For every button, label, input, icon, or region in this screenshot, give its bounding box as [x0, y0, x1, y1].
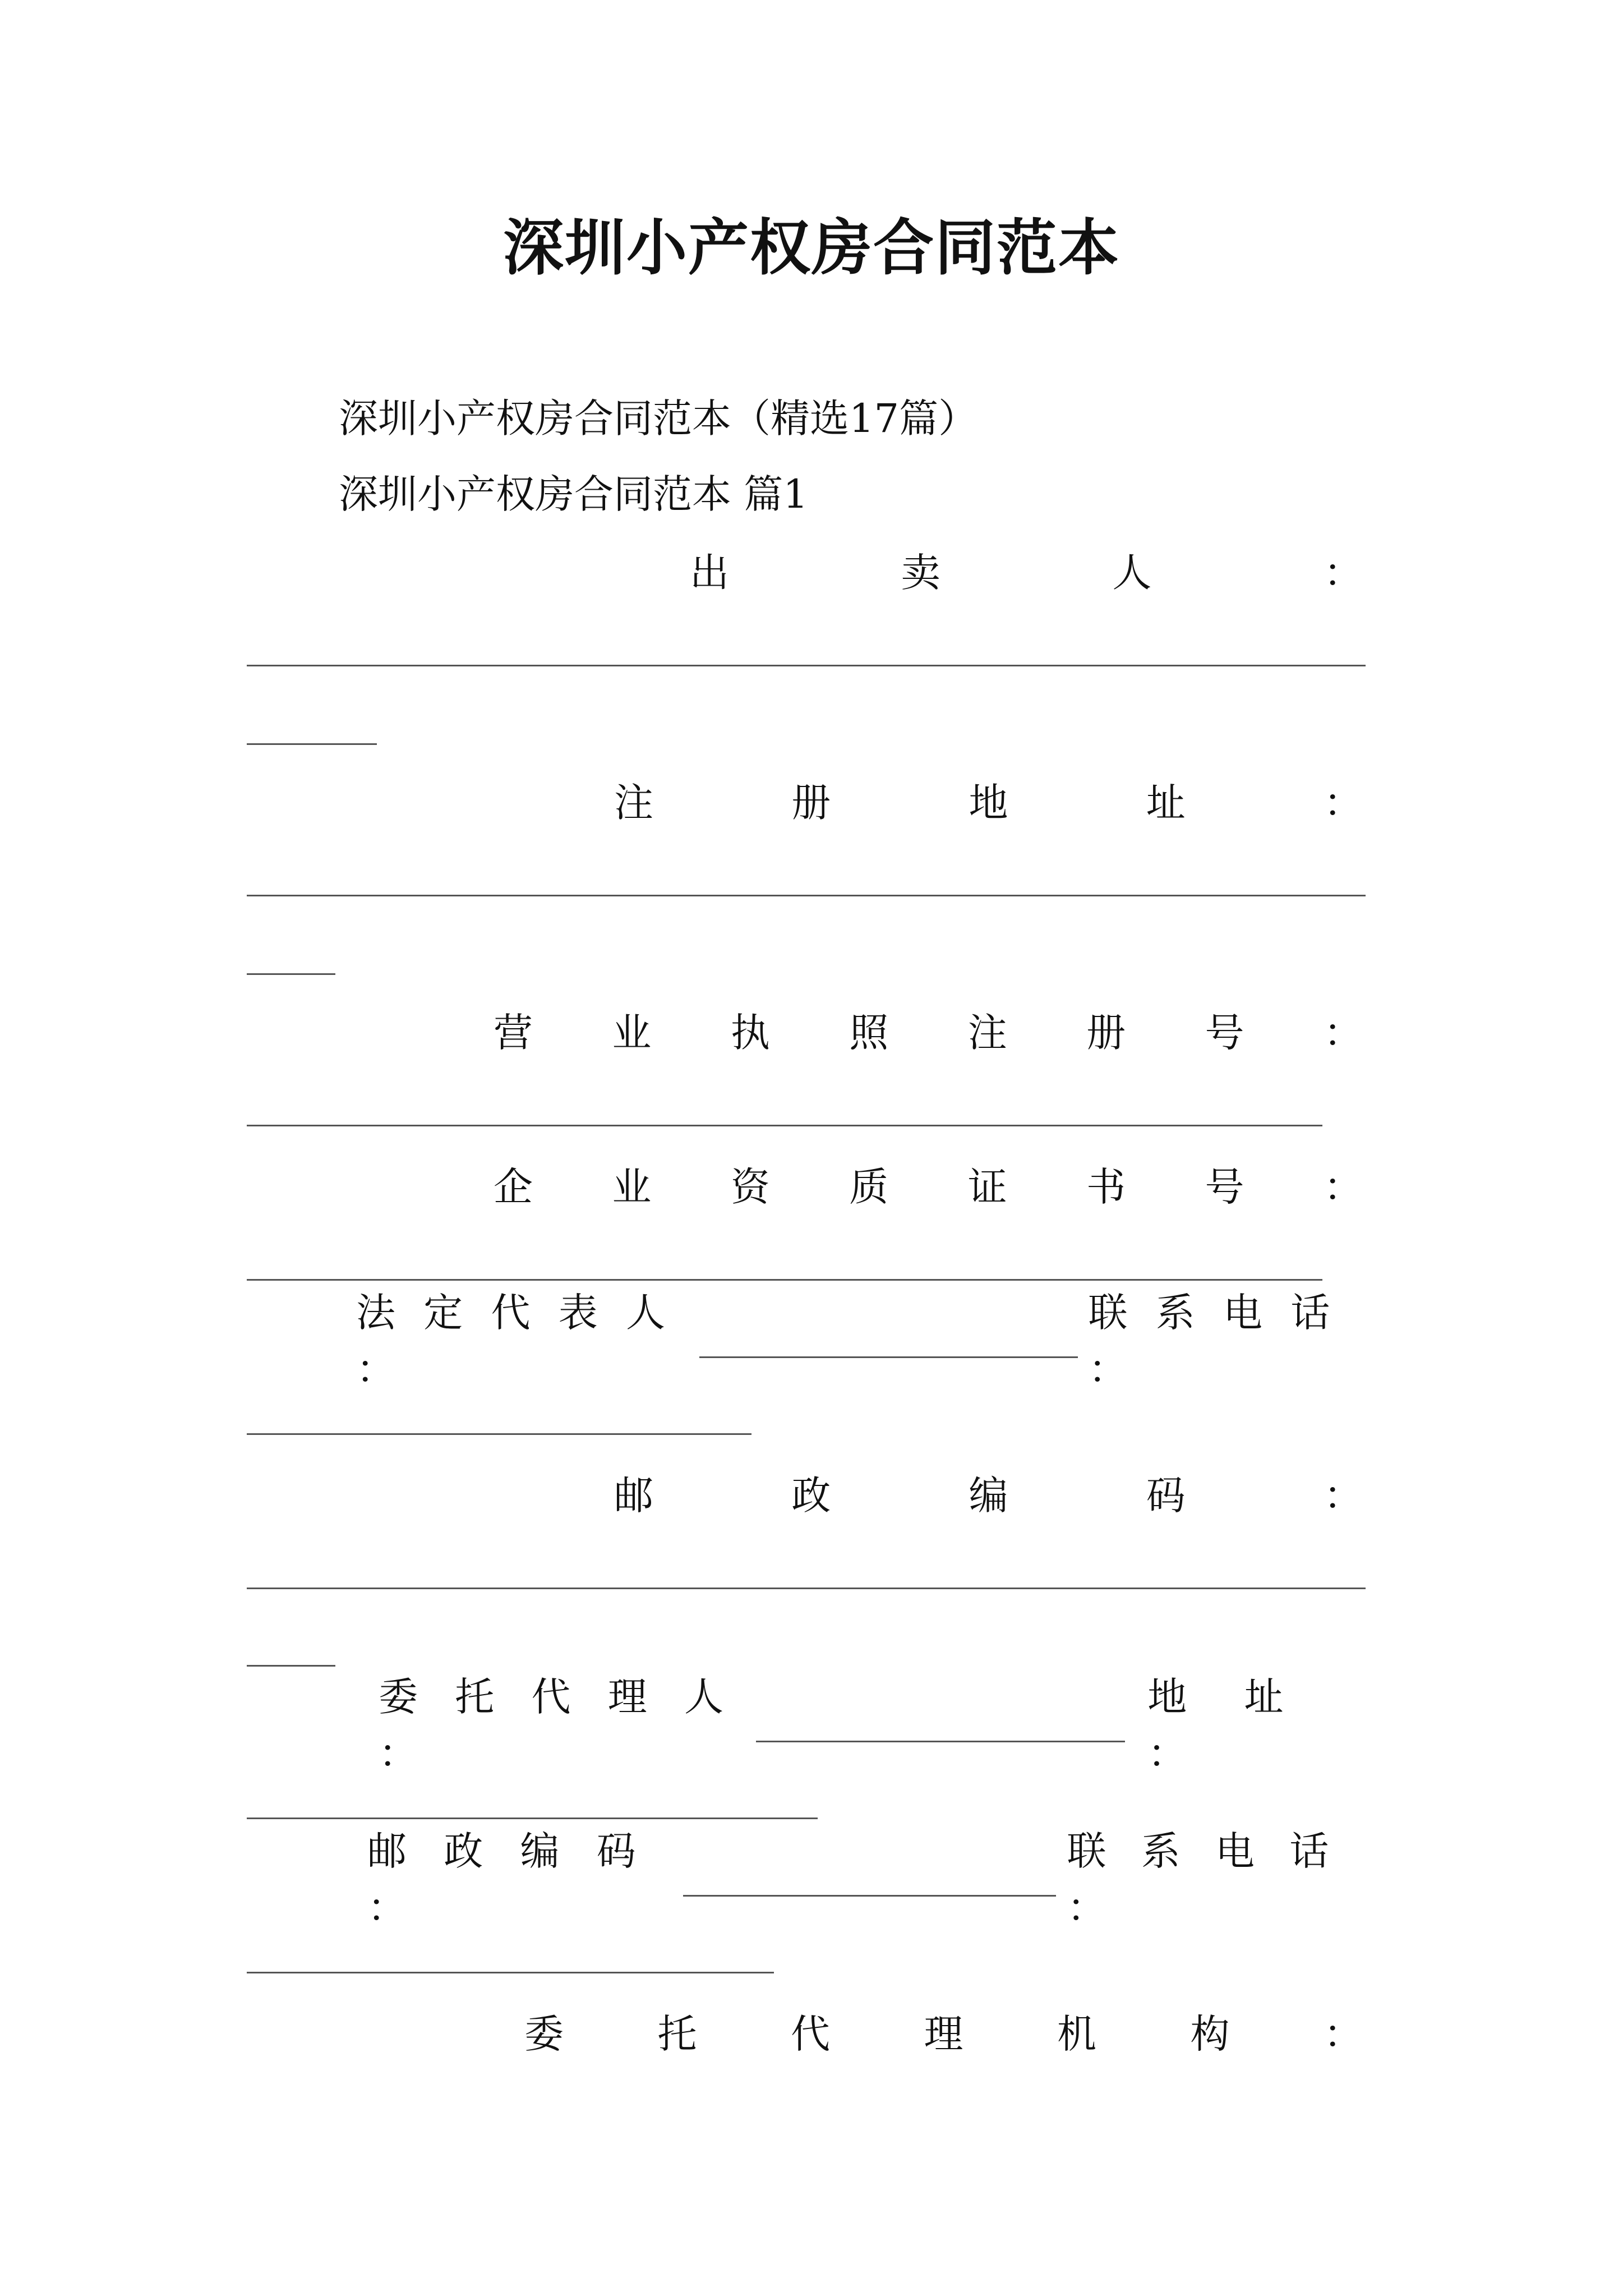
document-subtitle: 深圳小产权房合同范本（精选17篇） — [339, 395, 978, 441]
seller-blank-line[interactable] — [247, 665, 1366, 666]
agent-address-label: 地 址 ： — [1147, 1674, 1306, 1777]
label-char: ： — [1324, 2010, 1363, 2057]
postal-code-label — [614, 1461, 1363, 1523]
agent-address-blank[interactable] — [247, 1818, 818, 1819]
agent-label: 委 托 代 理 人 ： — [379, 1674, 736, 1777]
label-char: 卖 — [901, 549, 940, 596]
label-char: 托 — [657, 2010, 697, 2057]
agent-phone-label: 联 系 电 话 ： — [1067, 1828, 1340, 1931]
label-char: ： — [1323, 1009, 1363, 1056]
label-char: 地 — [969, 779, 1008, 826]
label-char: ： — [1323, 549, 1363, 596]
agency-label — [524, 2000, 1363, 2062]
label-char: 邮 — [614, 1472, 653, 1519]
label-char: 业 — [612, 1163, 652, 1210]
agent-postal-row — [367, 1828, 1363, 1931]
legal-rep-phone-label: 联 系 电 话 ： — [1088, 1290, 1338, 1392]
section-heading: 深圳小产权房合同范本 篇1 — [339, 471, 808, 517]
reg-address-label — [614, 769, 1363, 830]
label-char: 执 — [730, 1009, 770, 1056]
label-char: 人 — [1112, 549, 1152, 596]
document-title: 深圳小产权房合同范本 — [502, 213, 1120, 283]
label-char: 号 — [1205, 1163, 1244, 1210]
postal-code-blank-line-cont[interactable] — [247, 1665, 335, 1667]
label-char: 册 — [1086, 1009, 1126, 1056]
label-char: 营 — [494, 1009, 533, 1056]
label-char: 号 — [1205, 1009, 1244, 1056]
legal-rep-phone-blank[interactable] — [247, 1433, 751, 1435]
legal-rep-row — [356, 1290, 1363, 1392]
label-char: 书 — [1086, 1163, 1126, 1210]
label-char: ： — [1324, 779, 1363, 826]
label-char: ： — [1324, 1472, 1363, 1519]
seller-blank-line-cont[interactable] — [247, 743, 377, 745]
label-char: 编 — [969, 1472, 1008, 1519]
reg-address-blank-line[interactable] — [247, 895, 1366, 896]
label-char: 委 — [524, 2010, 564, 2057]
reg-address-blank-line-cont[interactable] — [247, 973, 335, 975]
agent-row — [379, 1674, 1363, 1777]
label-char: ： — [1323, 1163, 1363, 1210]
qualification-no-label — [494, 1153, 1363, 1214]
label-char: 注 — [614, 779, 653, 826]
label-char: 出 — [690, 549, 729, 596]
postal-code-blank-line[interactable] — [247, 1588, 1366, 1589]
agent-blank[interactable] — [756, 1741, 1125, 1742]
label-char: 政 — [791, 1472, 831, 1519]
label-char: 址 — [1146, 779, 1186, 826]
agent-phone-blank[interactable] — [247, 1972, 774, 1973]
label-char: 理 — [924, 2010, 963, 2057]
label-char: 资 — [730, 1163, 770, 1210]
seller-label — [690, 539, 1363, 600]
legal-rep-label: 法 定 代 表 人 ： — [356, 1290, 674, 1392]
label-char: 证 — [967, 1163, 1007, 1210]
agent-postal-blank[interactable] — [683, 1895, 1056, 1897]
label-char: 代 — [791, 2010, 830, 2057]
label-char: 照 — [849, 1009, 889, 1056]
label-char: 构 — [1190, 2010, 1230, 2057]
label-char: 码 — [1146, 1472, 1186, 1519]
license-no-blank-line[interactable] — [247, 1125, 1322, 1126]
label-char: 注 — [967, 1009, 1007, 1056]
qualification-no-blank-line[interactable] — [247, 1279, 1322, 1281]
label-char: 机 — [1057, 2010, 1096, 2057]
legal-rep-blank[interactable] — [699, 1356, 1078, 1358]
label-char: 质 — [849, 1163, 889, 1210]
label-char: 业 — [612, 1009, 652, 1056]
label-char: 册 — [791, 779, 831, 826]
license-no-label — [494, 999, 1363, 1060]
agent-postal-label: 邮 政 编 码 ： — [367, 1828, 648, 1931]
label-char: 企 — [494, 1163, 533, 1210]
